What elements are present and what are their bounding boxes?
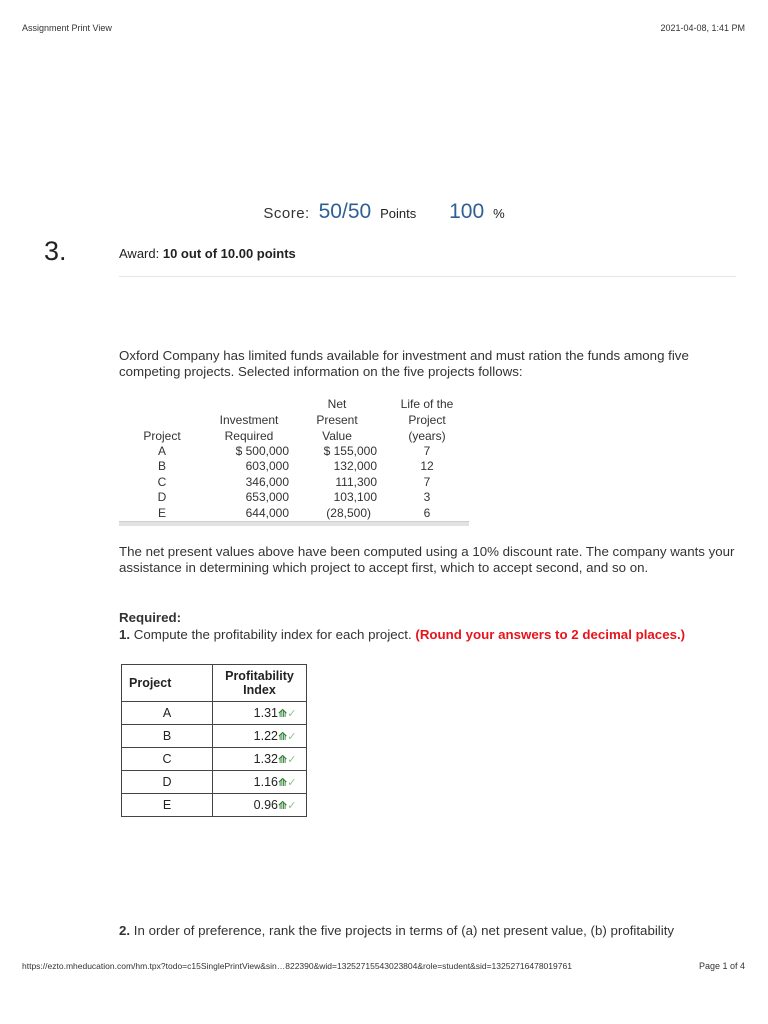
pi-value: 1.16 (253, 774, 278, 789)
header-project: Project (143, 429, 181, 443)
header-npv-l3: Value (322, 429, 352, 443)
score-label: Score: (263, 205, 310, 222)
pi-header-index (213, 665, 307, 702)
npv-note: The net present values above have been computed using a 10% discount rate. The company wants your assistance in determining which project to accept first, which to accept second, and so on. (119, 544, 735, 575)
score-unit: Points (380, 206, 417, 221)
pi-header-l1: Profitability (225, 669, 294, 683)
row-life: 7 (423, 475, 431, 489)
table-row (122, 748, 307, 771)
correct-answer-icon: ⟰✓ (278, 777, 297, 790)
row-investment: $ 500,000 (235, 444, 289, 458)
pi-project: E (122, 794, 213, 817)
award-prefix: Award: (119, 246, 160, 261)
pi-value-cell (213, 748, 307, 771)
pi-header-row (122, 665, 307, 702)
print-datetime: 2021-04-08, 1:41 PM (660, 23, 745, 33)
part2-text: In order of preference, rank the five projects in terms of (a) net present value, (b) profitability (133, 923, 675, 938)
footer-url: https://ezto.mheducation.com/hm.tpx?todo=c15SinglePrintView&sin…822390&wid=13252715543023804&role=student&sid=13252716478019761 (22, 961, 572, 971)
row-npv: $ 155,000 (323, 444, 377, 458)
row-project: A (157, 444, 166, 458)
header-life-l1: Life of the (400, 397, 454, 411)
score-percent: 100 (449, 200, 485, 223)
table-row (122, 794, 307, 817)
award-line (119, 246, 296, 261)
row-investment: 603,000 (245, 459, 289, 473)
row-npv: 132,000 (333, 459, 377, 473)
row-project: E (157, 506, 166, 520)
header-investment-l2: Required (224, 429, 274, 443)
pi-header-l2: Index (243, 683, 276, 697)
part2-prompt (119, 923, 739, 939)
row-life: 6 (423, 506, 431, 520)
part1-instruction: (Round your answers to 2 decimal places.) (415, 627, 686, 642)
question-intro: Oxford Company has limited funds available for investment and must ration the funds among five competing projects. Selected information on the five projects follows: (119, 348, 689, 379)
score-value: 50/50 (318, 200, 372, 223)
row-project: C (157, 475, 167, 489)
header-npv-l2: Present (316, 413, 358, 427)
pi-value: 0.96 (253, 797, 278, 812)
row-npv: 103,100 (333, 490, 377, 504)
part1-prompt (119, 627, 739, 643)
pi-header-project: Project (122, 665, 213, 702)
table-row (122, 771, 307, 794)
row-investment: 644,000 (245, 506, 289, 520)
pi-project: A (122, 702, 213, 725)
correct-answer-icon: ⟰✓ (278, 731, 297, 744)
row-npv: 111,300 (335, 475, 377, 489)
row-project: D (157, 490, 167, 504)
score-percent-sign: % (493, 206, 505, 221)
required-label: Required: (119, 610, 182, 625)
award-value: 10 out of 10.00 points (162, 246, 296, 261)
correct-answer-icon: ⟰✓ (278, 708, 297, 721)
header-life-l3: (years) (408, 429, 446, 443)
row-life: 7 (423, 444, 431, 458)
pi-project: D (122, 771, 213, 794)
row-project: B (157, 459, 166, 473)
pi-value-cell (213, 725, 307, 748)
correct-answer-icon: ⟰✓ (278, 754, 297, 767)
pi-value-cell (213, 794, 307, 817)
projects-data-table (119, 397, 469, 529)
footer-page-number: Page 1 of 4 (698, 961, 745, 971)
row-life: 12 (420, 459, 434, 473)
part2-number: 2. (119, 923, 131, 938)
row-npv: (28,500) (326, 506, 371, 520)
section-divider (119, 276, 736, 277)
table-row (122, 702, 307, 725)
pi-value-cell (213, 771, 307, 794)
header-investment-l1: Investment (219, 413, 279, 427)
header-life-l2: Project (408, 413, 446, 427)
pi-project: C (122, 748, 213, 771)
pi-value: 1.32 (253, 751, 278, 766)
pi-project: B (122, 725, 213, 748)
profitability-index-table (121, 664, 307, 817)
pi-value-cell (213, 702, 307, 725)
part1-number: 1. (119, 627, 131, 642)
correct-answer-icon: ⟰✓ (278, 800, 297, 813)
print-view-title: Assignment Print View (22, 23, 112, 33)
row-investment: 346,000 (245, 475, 289, 489)
score-summary (0, 200, 768, 224)
pi-value: 1.31 (253, 705, 278, 720)
table-row (122, 725, 307, 748)
question-number: 3. (44, 236, 67, 266)
header-npv-l1: Net (327, 397, 347, 411)
pi-value: 1.22 (253, 728, 278, 743)
row-investment: 653,000 (245, 490, 289, 504)
table-bottom-rule (119, 521, 469, 526)
row-life: 3 (423, 490, 431, 504)
part1-text: Compute the profitability index for each project. (133, 627, 412, 642)
